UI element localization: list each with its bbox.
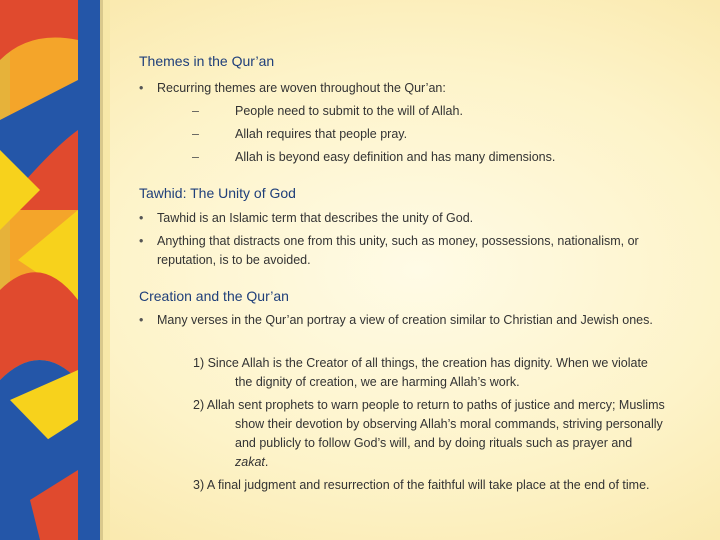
section-heading-tawhid: Tawhid: The Unity of God [139, 185, 296, 201]
numbered-item: 3) A final judgment and resurrection of the faithful will take place at the end of time. [193, 478, 650, 492]
dash-icon: – [192, 150, 199, 164]
bullet-icon: • [139, 211, 144, 225]
bullet-item: • Anything that distracts one from this unity, such as money, possessions, nationalism, or reputation, is to be avoided. [139, 234, 639, 267]
section-heading-themes: Themes in the Qur’an [139, 53, 275, 69]
bullet-icon: • [139, 81, 144, 95]
bullet-item: • Recurring themes are woven throughout the Qur’an: [139, 79, 659, 98]
italic-term: zakat [235, 455, 265, 469]
dash-icon: – [192, 104, 199, 118]
sub-item: – People need to submit to the will of Allah. [192, 102, 463, 121]
numbered-item: 1) Since Allah is the Creator of all things, the creation has dignity. When we violate the dignity of creation, we are harming Allah’s work. [193, 356, 648, 389]
numbered-item: 2) Allah sent prophets to warn people to return to paths of justice and mercy; Muslims show their devotion by observing Allah’s moral commands, striving personally and publicly to follow God’s will, and by doing rituals such as prayer and zakat. [193, 398, 665, 469]
section-heading-creation: Creation and the Qur’an [139, 288, 289, 304]
bullet-icon: • [139, 234, 144, 248]
sub-item: – Allah requires that people pray. [192, 125, 407, 144]
bullet-icon: • [139, 313, 144, 327]
bullet-item: • Tawhid is an Islamic term that describes the unity of God. [139, 209, 659, 228]
bullet-item: • Many verses in the Qur’an portray a view of creation similar to Christian and Jewish ones. [139, 311, 664, 330]
dash-icon: – [192, 127, 199, 141]
sub-item: – Allah is beyond easy definition and has many dimensions. [192, 148, 555, 167]
